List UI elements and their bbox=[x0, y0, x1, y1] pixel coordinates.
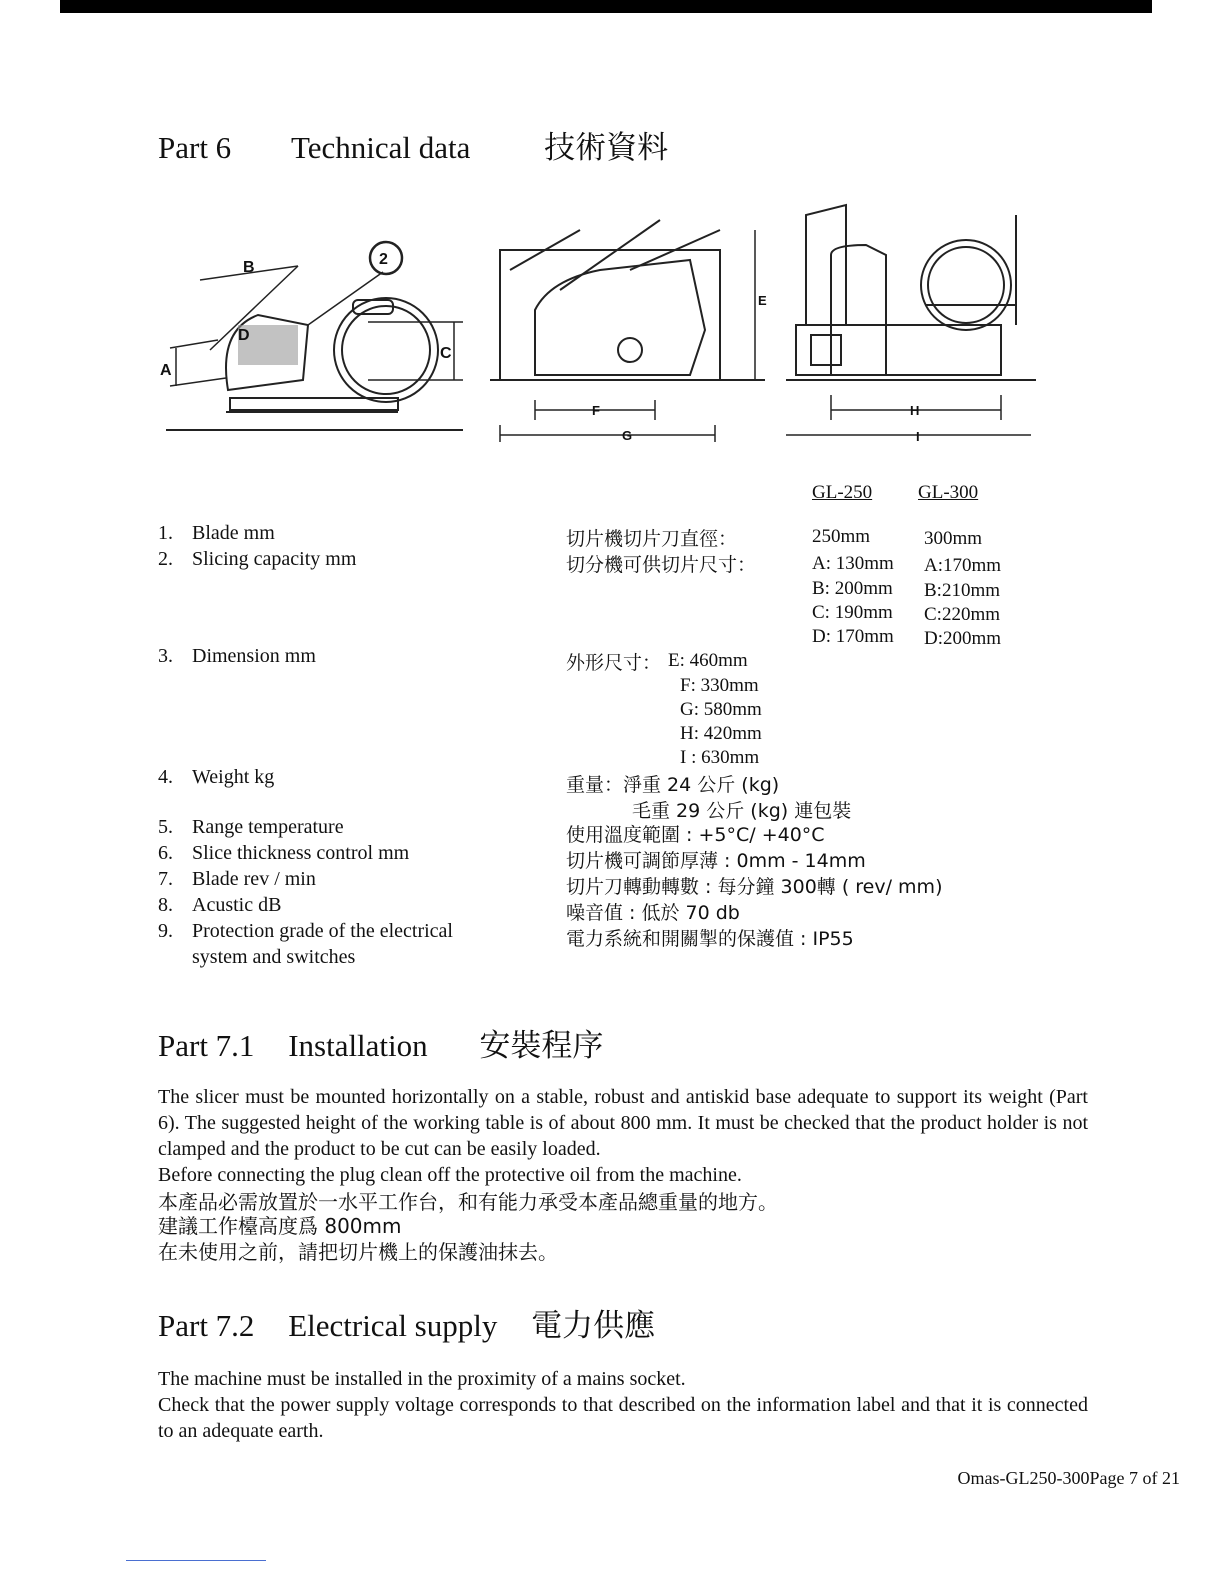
installation-text bbox=[158, 1084, 1088, 1188]
cn-protection: 電力系統和開關掣的保護值 : IP55 bbox=[566, 928, 854, 950]
part6-title: Technical data bbox=[290, 130, 471, 165]
cn-weight-net: 重量：淨重 24 公斤 (kg) bbox=[566, 774, 780, 796]
spec-item-4: 4. Weight kg bbox=[158, 766, 275, 788]
part6-number: Part 6 bbox=[158, 130, 232, 165]
blade-300: 300mm bbox=[924, 528, 983, 549]
bottom-rule bbox=[126, 1560, 266, 1561]
side-elevation-diagram bbox=[490, 210, 770, 450]
part71-heading bbox=[158, 1020, 603, 1065]
spec-item-1: 1. Blade mm bbox=[158, 522, 275, 544]
part72-title-cn: 電力供應 bbox=[531, 1308, 656, 1344]
spec-item-3: 3. Dimension mm bbox=[158, 645, 316, 667]
cn-noise: 噪音值 : 低於 70 db bbox=[566, 902, 740, 924]
installation-cn-3: 在未使用之前，請把切片機上的保護油抹去。 bbox=[158, 1240, 558, 1264]
dimension-e: E: 460mm bbox=[668, 650, 748, 671]
label-c: C bbox=[440, 345, 452, 362]
callout-2: 2 bbox=[379, 251, 388, 268]
cn-temperature: 使用溫度範圍 : +5°C/ +40°C bbox=[566, 824, 825, 846]
part72-title: Electrical supply bbox=[288, 1308, 498, 1343]
dimension-h: H: 420mm bbox=[680, 723, 762, 744]
label-e: E bbox=[758, 293, 767, 308]
capacity-250-c: C: 190mm bbox=[812, 602, 893, 623]
column-gl300: GL-300 bbox=[918, 482, 979, 503]
column-gl250: GL-250 bbox=[812, 482, 873, 503]
cn-weight-gross: 毛重 29 公斤 (kg) 連包裝 bbox=[632, 800, 852, 822]
spec-item-9: 9. Protection grade of the electrical bbox=[158, 920, 453, 942]
spec-item-2: 2. Slicing capacity mm bbox=[158, 548, 357, 570]
spec-item-5: 5. Range temperature bbox=[158, 816, 344, 838]
label-h: H bbox=[910, 403, 920, 418]
cn-blade: 切片機切片刀直徑： bbox=[566, 528, 738, 550]
label-a: A bbox=[160, 362, 172, 379]
part6-heading bbox=[158, 122, 668, 167]
cn-thickness: 切片機可調節厚薄 : 0mm - 14mm bbox=[566, 850, 866, 872]
part6-title-cn: 技術資料 bbox=[544, 130, 669, 166]
label-f: F bbox=[592, 403, 600, 418]
dimension-i: I : 630mm bbox=[680, 747, 760, 768]
front-elevation-diagram bbox=[786, 195, 1041, 450]
label-d: D bbox=[238, 327, 250, 344]
cn-capacity: 切分機可供切片尺寸： bbox=[566, 554, 757, 576]
installation-paragraph-1: The slicer must be mounted horizontally on a stable, robust and antiskid base adequate to support its weight (Part 6). The suggested height of the working table is of about 800 mm. It must be checked that the product holder is not clamped and the product to be cut can be easily loaded. bbox=[158, 1086, 1088, 1160]
capacity-250-a: A: 130mm bbox=[812, 553, 894, 574]
capacity-300-b: B:210mm bbox=[924, 580, 1001, 601]
electrical-paragraph-1: The machine must be installed in the proximity of a mains socket. bbox=[158, 1368, 686, 1390]
electrical-text bbox=[158, 1366, 1088, 1444]
label-g: G bbox=[622, 428, 633, 443]
spec-item-9-line2: system and switches bbox=[192, 946, 356, 968]
spec-item-7: 7. Blade rev / min bbox=[158, 868, 316, 890]
blade-diagram bbox=[158, 230, 470, 440]
part71-title-cn: 安裝程序 bbox=[479, 1028, 604, 1064]
dimension-g: G: 580mm bbox=[680, 699, 762, 720]
spec-item-6: 6. Slice thickness control mm bbox=[158, 842, 410, 864]
page-footer: Omas-GL250-300Page 7 of 21 bbox=[957, 1468, 1180, 1488]
installation-paragraph-2: Before connecting the plug clean off the protective oil from the machine. bbox=[158, 1164, 742, 1186]
capacity-250-d: D: 170mm bbox=[812, 626, 894, 647]
dimension-f: F: 330mm bbox=[680, 675, 759, 696]
cn-dimension: 外形尺寸： bbox=[566, 652, 662, 674]
installation-cn-2: 建議工作檯高度爲 800mm bbox=[158, 1214, 402, 1238]
capacity-250-b: B: 200mm bbox=[812, 578, 893, 599]
part71-title: Installation bbox=[288, 1028, 428, 1063]
part71-number: Part 7.1 bbox=[158, 1028, 255, 1063]
capacity-300-c: C:220mm bbox=[924, 604, 1001, 625]
label-b: B bbox=[243, 259, 255, 276]
installation-cn-1: 本產品必需放置於一水平工作台，和有能力承受本產品總重量的地方。 bbox=[158, 1190, 778, 1214]
top-border-bar bbox=[60, 0, 1152, 13]
blade-250: 250mm bbox=[812, 526, 871, 547]
cn-rev: 切片刀轉動轉數 : 每分鐘 300轉 ( rev/ mm) bbox=[566, 876, 943, 898]
electrical-paragraph-2: Check that the power supply voltage corresponds to that described on the information label and that it is connected to an adequate earth. bbox=[158, 1394, 1088, 1442]
part72-heading bbox=[158, 1300, 655, 1345]
part72-number: Part 7.2 bbox=[158, 1308, 255, 1343]
capacity-300-a: A:170mm bbox=[924, 555, 1002, 576]
spec-item-8: 8. Acustic dB bbox=[158, 894, 282, 916]
capacity-300-d: D:200mm bbox=[924, 628, 1002, 649]
label-i: I bbox=[916, 429, 920, 444]
